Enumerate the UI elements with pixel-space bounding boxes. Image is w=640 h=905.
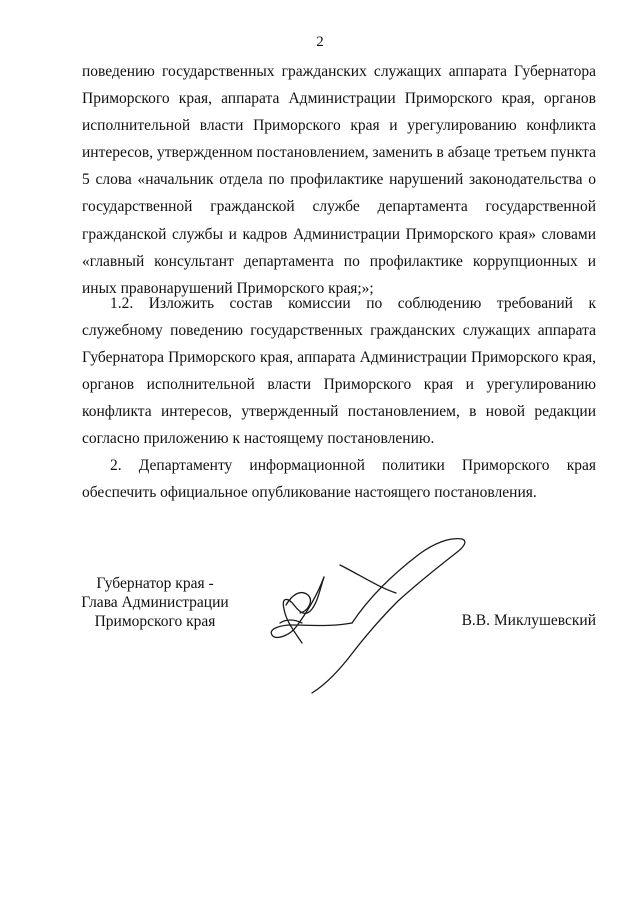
signatory-title-line-1: Губернатор края - [96, 575, 214, 592]
signatory-title-line-3: Приморского края [94, 613, 216, 630]
page-number: 2 [316, 34, 324, 50]
signatory-title-line-2: Глава Администрации [81, 594, 229, 611]
handwritten-signature [250, 535, 475, 695]
paragraph-item-1-2: 1.2. Изложить состав комиссии по соблюдению требований к служебному поведению государственных гражданских служащих аппарата Губернатора Приморского края, аппарата Администрации Приморского края, органов исполнительной власти Приморского края и урегулированию конфликта интересов, утвержденный постановлением, в новой редакции согласно приложению к настоящему постановлению. [82, 295, 596, 448]
signatory-name: В.В. Миклушевский [461, 612, 596, 629]
paragraph-continuation: поведению государственных гражданских служащих аппарата Губернатора Приморского края, аппарата Администрации Приморского края, органов исполнительной власти Приморского края и урегулированию конфликта интересов, утвержденном постановлением, заменить в абзаце третьем пункта 5 слова «начальник отдела по профилактике нарушений законодательства о государственной гражданской службе департамента государственной гражданской службы и кадров Администрации Приморского края» словами «главный консультант департамента по профилактике коррупционных и иных правонарушений Приморского края;»; [82, 63, 597, 297]
paragraph-item-2: 2. Департаменту информационной политики Приморского края обеспечить официальное опубликование настоящего постановления. [82, 457, 596, 502]
signatory-title [60, 574, 250, 631]
